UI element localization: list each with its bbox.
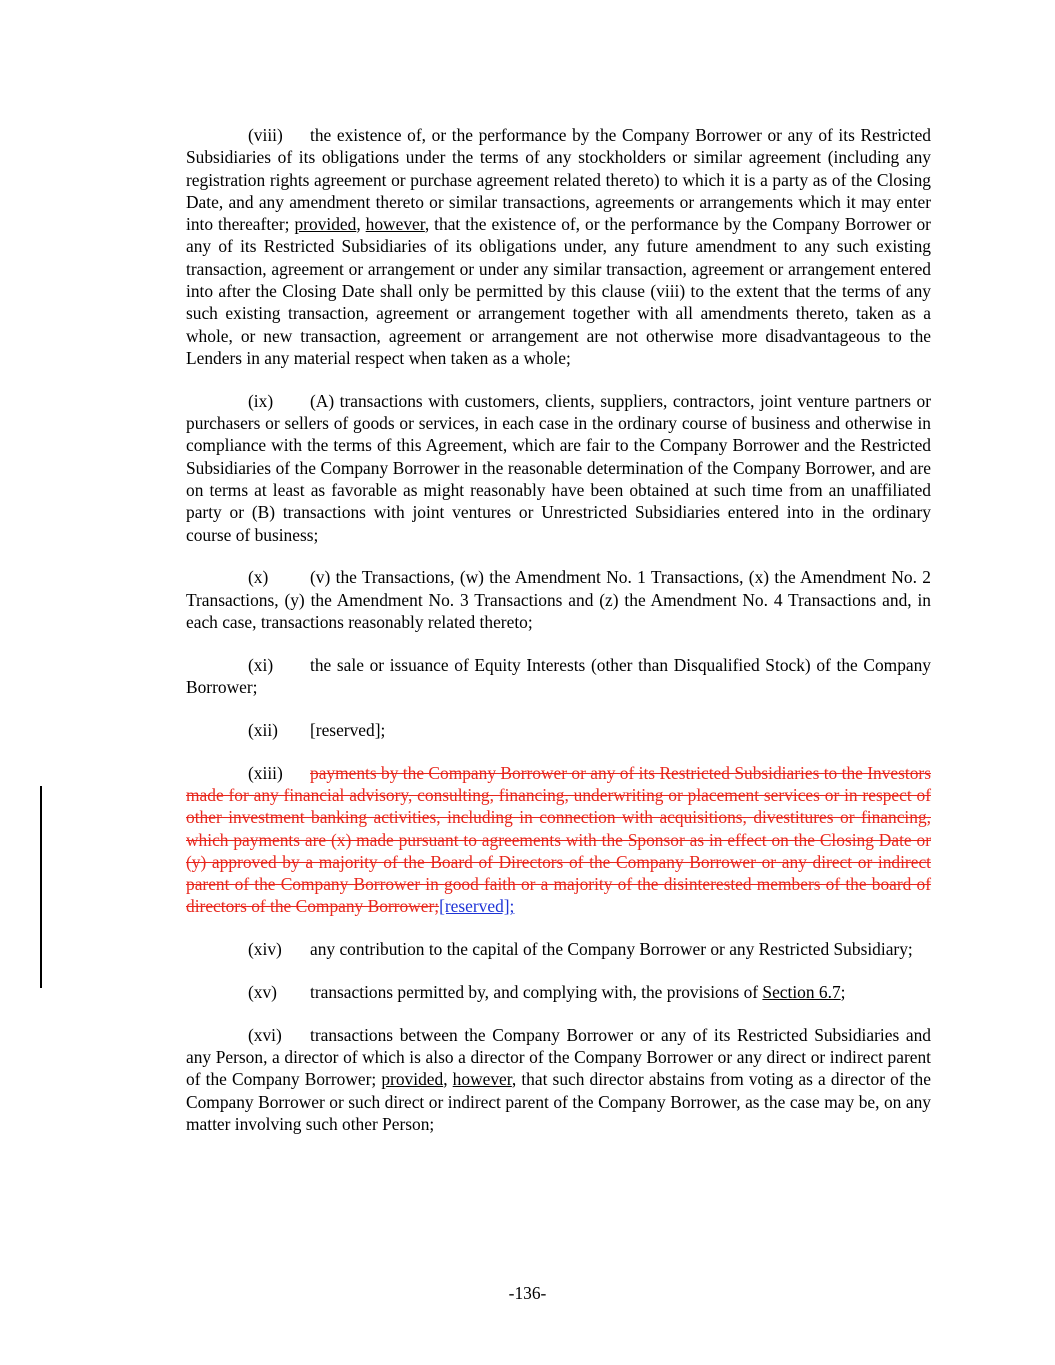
clause-ix <box>186 390 931 546</box>
clause-xvi <box>186 1024 931 1135</box>
clause-number: (xv) <box>248 982 277 1002</box>
clause-text: the existence of, or the performance by the Company Borrower or any of its Restricted Subsidiaries of its obligations under the terms of any stockholders or similar agreement (including any registration rights agreement or purchase agreement related thereto) to which it is a party as of the Closing Date, and any amendment thereto or similar transactions, agreements or arrangements which it may enter into thereafter; <box>186 125 931 235</box>
clause-text: any contribution to the capital of the Company Borrower or any Restricted Subsidiary; <box>310 939 913 960</box>
clause-text: [reserved]; <box>310 719 386 740</box>
clause-text: ; <box>840 982 846 1002</box>
clause-text: (v) the Transactions, (w) the Amendment No. 1 Transactions, (x) the Amendment No. 2 Transactions, (y) the Amendment No. 3 Transactions and (z) the Amendment No. 4 Transactions and, in each case, transactions reasonably related thereto; <box>186 567 931 632</box>
clause-text: , that such director abstains from voting as a director of the Company Borrower or such direct or indirect parent of the Company Borrower, as the case may be, on any matter involving such other Person; <box>186 1069 931 1134</box>
clause-xi <box>186 654 931 699</box>
clause-number: (ix) <box>248 390 274 411</box>
clause-text: the sale or issuance of Equity Interests (other than Disqualified Stock) of the Company Borrower; <box>186 654 931 698</box>
inserted-text: [reserved]; <box>439 896 515 917</box>
clause-viii <box>186 124 931 369</box>
clause-text: transactions between the Company Borrower or any of its Restricted Subsidiaries and any Person, a director of which is also a director of the Company Borrower or any direct or indirect parent of the Company Borrower; <box>186 1024 931 1090</box>
provided-term: provided <box>294 214 357 235</box>
clause-text: (A) transactions with customers, clients, suppliers, contractors, joint venture partners or purchasers or sellers of goods or services, in each case in the ordinary course of business and otherwise in compliance with the terms of this Agreement, which are fair to the Company Borrower and the Restricted Subsidiaries of the Company Borrower in the reasonable determination of the Company Borrower, and are on terms at least as favorable as might reasonably have been obtained at such time from an unaffiliated party or (B) transactions with joint ventures or Unrestricted Subsidiaries entered into in the ordinary course of business; <box>186 390 931 545</box>
section-reference: Section 6.7 <box>762 982 841 1002</box>
clause-number: (xiii) <box>248 762 283 783</box>
however-term: however <box>365 214 425 235</box>
clause-number: (xvi) <box>248 1024 282 1045</box>
page-number: -136- <box>508 1283 547 1303</box>
clause-number: (viii) <box>248 125 283 145</box>
clause-text: , <box>356 214 366 235</box>
clause-number: (xiv) <box>248 939 282 960</box>
clause-xiii <box>186 762 931 918</box>
change-bar <box>40 786 42 988</box>
clause-number: (xii) <box>248 719 278 740</box>
clause-text: , <box>443 1069 453 1090</box>
clause-xii <box>186 719 931 741</box>
clause-xv <box>186 981 931 1003</box>
clause-number: (x) <box>248 567 269 588</box>
deleted-text: payments by the Company Borrower or any of its Restricted Subsidiaries to the Investors made for any financial advisory, consulting, financing, underwriting or placement services or in respect of other investment banking activities, including in connection with acquisitions, divestitures or financing, which payments are (x) made pursuant to agreements with the Sponsor as in effect on the Closing Date or (y) approved by a majority of the Board of Directors of the Company Borrower or any direct or indirect parent of the Company Borrower in good faith or a majority of the disinterested members of the board of directors of the Company Borrower; <box>186 762 931 917</box>
clause-number: (xi) <box>248 654 274 675</box>
however-term: however <box>452 1069 512 1090</box>
document-body <box>186 124 931 1156</box>
clause-x <box>186 566 931 633</box>
provided-term: provided <box>381 1069 444 1090</box>
clause-xiv <box>186 938 931 960</box>
clause-text: transactions permitted by, and complying with, the provisions of <box>310 982 763 1002</box>
clause-text: , that the existence of, or the performance by the Company Borrower or any of its Restricted Subsidiaries of its obligations under, any future amendment to any such existing transaction, agreement or arrangement or under any similar transaction, agreement or arrangement entered into after the Closing Date shall only be permitted by this clause (viii) to the extent that the terms of any such existing transaction, agreement or arrangement together with all amendments thereto, taken as a whole, or new transaction, agreement or arrangement are not otherwise more disadvantageous to the Lenders in any material respect when taken as a whole; <box>186 214 931 368</box>
